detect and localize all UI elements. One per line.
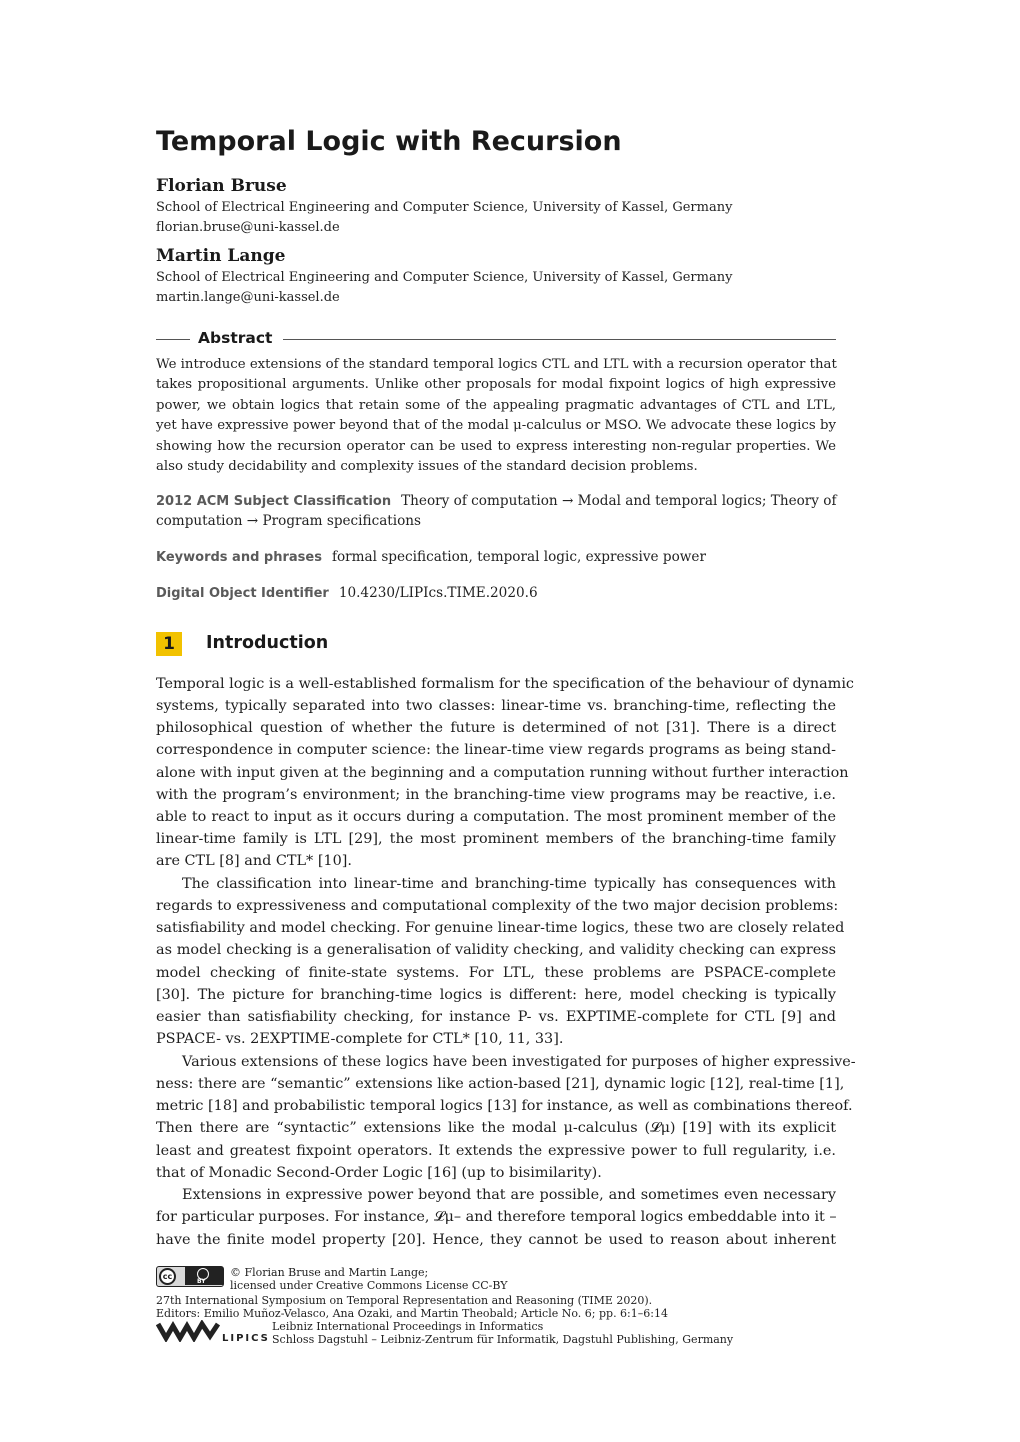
body-line: able to react to input as it occurs during a computation. The most prominent member of the bbox=[156, 809, 836, 825]
body-line: that of Monadic Second-Order Logic [16] (up to bisimilarity). bbox=[156, 1165, 602, 1181]
by-label: BY bbox=[197, 1278, 206, 1285]
publisher-line: Schloss Dagstuhl – Leibniz-Zentrum für Informatik, Dagstuhl Publishing, Germany bbox=[272, 1333, 734, 1346]
abstract-line: We introduce extensions of the standard temporal logics CTL and LTL with a recursion operator that bbox=[156, 357, 837, 372]
section-number: 1 bbox=[156, 632, 182, 656]
copyright-line: © Florian Bruse and Martin Lange; bbox=[230, 1266, 429, 1279]
body-line: for particular purposes. For instance, 𝓛μ– and therefore temporal logics embeddable into it – bbox=[156, 1209, 837, 1225]
body-line: Extensions in expressive power beyond that are possible, and sometimes even necessary bbox=[182, 1187, 836, 1203]
keywords-text: formal specification, temporal logic, expressive power bbox=[331, 549, 706, 565]
abstract-line: power, we obtain logics that retain some of the appealing pragmatic advantages of CTL and LTL, bbox=[156, 398, 836, 413]
cc-icon: cc bbox=[159, 1268, 176, 1285]
lipics-logo bbox=[156, 1320, 270, 1348]
doi-link[interactable]: 10.4230/LIPIcs.TIME.2020.6 bbox=[338, 585, 538, 601]
venue-line: 27th International Symposium on Temporal Representation and Reasoning (TIME 2020). bbox=[156, 1294, 653, 1307]
abstract-line: yet have expressive power beyond that of the modal μ-calculus or MSO. We advocate these logics by bbox=[156, 418, 836, 433]
body-line: least and greatest fixpoint operators. It extends the expressive power to full regularity, i.e. bbox=[156, 1143, 836, 1159]
body-line: have the finite model property [20]. Hence, they cannot be used to reason about inherent bbox=[156, 1232, 836, 1248]
editors-line: Editors: Emilio Muñoz-Velasco, Ana Ozaki, and Martin Theobald; Article No. 6; pp. 6:1–6:14 bbox=[156, 1307, 668, 1320]
body-line: ness: there are “semantic” extensions like action-based [21], dynamic logic [12], real-time [1], bbox=[156, 1076, 845, 1092]
body-line: with the program’s environment; in the branching-time view programs may be reactive, i.e. bbox=[156, 787, 836, 803]
section-title: Introduction bbox=[206, 633, 329, 653]
abstract-line: takes propositional arguments. Unlike other proposals for modal fixpoint logics of high expressive bbox=[156, 377, 836, 392]
body-line: alone with input given at the beginning and a computation running without further interaction bbox=[156, 765, 849, 781]
body-line: [30]. The picture for branching-time logics is different: here, model checking is typically bbox=[156, 987, 836, 1003]
abstract-line: also study decidability and complexity issues of the standard decision problems. bbox=[156, 459, 698, 474]
doi bbox=[156, 584, 538, 602]
abstract-heading: Abstract bbox=[198, 329, 273, 347]
body-line: as model checking is a generalisation of validity checking, and validity checking can express bbox=[156, 942, 836, 958]
keywords bbox=[156, 548, 706, 566]
body-line: linear-time family is LTL [29], the most prominent members of the branching-time family bbox=[156, 831, 836, 847]
acm-text-continued: computation → Program specifications bbox=[156, 513, 422, 529]
body-line: correspondence in computer science: the linear-time view regards programs as being stand- bbox=[156, 742, 836, 758]
abstract-rule-left bbox=[156, 339, 190, 340]
acm-label: 2012 ACM Subject Classification bbox=[156, 494, 392, 509]
acm-text: Theory of computation → Modal and temporal logics; Theory of bbox=[401, 493, 837, 509]
body-line: Temporal logic is a well-established formalism for the specification of the behaviour of dynamic bbox=[156, 676, 854, 692]
lipics-wave-icon bbox=[156, 1320, 220, 1342]
body-line: metric [18] and probabilistic temporal logics [13] for instance, as well as combinations thereof. bbox=[156, 1098, 853, 1114]
keywords-label: Keywords and phrases bbox=[156, 550, 322, 565]
abstract-line: showing how the recursion operator can be used to express interesting non-regular properties. We bbox=[156, 439, 836, 454]
body-line: philosophical question of whether the future is determined of not [31]. There is a direct bbox=[156, 720, 836, 736]
body-line: satisfiability and model checking. For genuine linear-time logics, these two are closely related bbox=[156, 920, 845, 936]
body-line: regards to expressiveness and computational complexity of the two major decision problems: bbox=[156, 898, 839, 914]
cc-by-badge bbox=[156, 1266, 224, 1287]
paper-title: Temporal Logic with Recursion bbox=[156, 126, 622, 157]
body-line: Various extensions of these logics have been investigated for purposes of higher expressive- bbox=[182, 1054, 856, 1070]
license-line: licensed under Creative Commons License CC-BY bbox=[230, 1279, 508, 1292]
body-line: easier than satisfiability checking, for instance P- vs. EXPTIME-complete for CTL [9] and bbox=[156, 1009, 836, 1025]
body-line: The classification into linear-time and branching-time typically has consequences with bbox=[182, 876, 836, 892]
author-name: Florian Bruse bbox=[156, 176, 287, 196]
body-line: systems, typically separated into two classes: linear-time vs. branching-time, reflecting the bbox=[156, 698, 836, 714]
author-affiliation: School of Electrical Engineering and Computer Science, University of Kassel, Germany bbox=[156, 270, 733, 285]
abstract-rule-right bbox=[283, 339, 836, 340]
author-email[interactable]: martin.lange@uni-kassel.de bbox=[156, 290, 340, 305]
acm-classification bbox=[156, 492, 836, 510]
body-line: PSPACE- vs. 2EXPTIME-complete for CTL* [10, 11, 33]. bbox=[156, 1031, 564, 1047]
by-panel bbox=[185, 1267, 223, 1285]
author-email[interactable]: florian.bruse@uni-kassel.de bbox=[156, 220, 340, 235]
publisher-line: Leibniz International Proceedings in Informatics bbox=[272, 1320, 544, 1333]
author-affiliation: School of Electrical Engineering and Computer Science, University of Kassel, Germany bbox=[156, 200, 733, 215]
lipics-wordmark: LIPICS bbox=[222, 1333, 270, 1344]
body-line: Then there are “syntactic” extensions like the modal μ-calculus (𝓛μ) [19] with its explicit bbox=[156, 1120, 836, 1136]
author-name: Martin Lange bbox=[156, 246, 286, 266]
body-line: are CTL [8] and CTL* [10]. bbox=[156, 853, 352, 869]
doi-label: Digital Object Identifier bbox=[156, 586, 329, 601]
body-line: model checking of finite-state systems. For LTL, these problems are PSPACE-complete bbox=[156, 965, 836, 981]
